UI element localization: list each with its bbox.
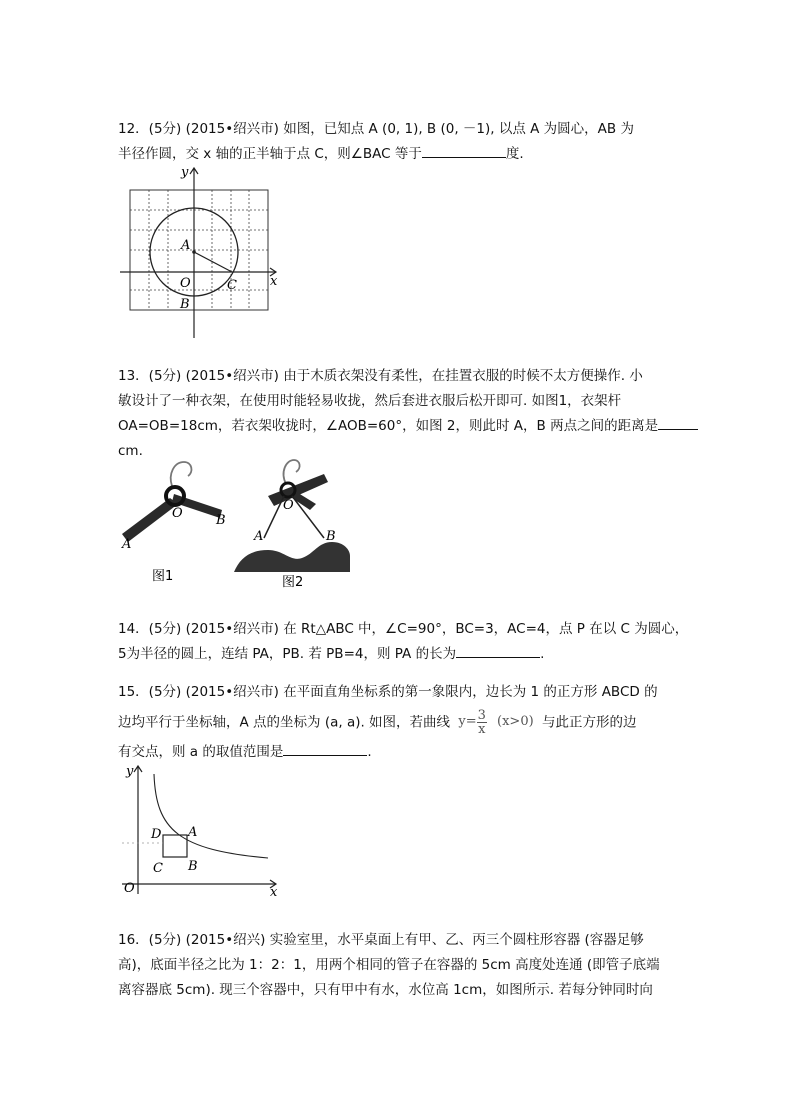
- q15-line-2: 边均平行于坐标轴，A 点的坐标为 (a, a). 如图，若曲线 y= $\frac{3}{x}$ (x>0) 与此正方形的边: [118, 705, 678, 740]
- question-13: [118, 364, 678, 464]
- q13-line-4: cm.: [118, 443, 143, 459]
- q15-label-y: y: [126, 764, 134, 779]
- q15-label-D: D: [151, 827, 162, 842]
- q13-line-3: OA=OB=18cm，若衣架收拢时，∠AOB=60°，如图 2，则此时 A，B 两点之间的距离是: [118, 414, 678, 439]
- q12-label-A: A: [181, 238, 191, 253]
- q13-fig1-caption: 图1: [152, 569, 174, 584]
- q15-line-3: 有交点，则 a 的取值范围是 .: [118, 740, 678, 765]
- q12-figure: [118, 162, 288, 340]
- hanger-hook-icon: [171, 462, 192, 486]
- q14-line-2: 5为半径的圆上，连结 PA，PB. 若 PB=4，则 PA 的长为 .: [118, 642, 678, 667]
- q15-figure: [118, 760, 286, 896]
- q13-fig1-label-B: B: [216, 513, 226, 528]
- q15-label-x: x: [270, 885, 278, 896]
- q13-fig1-label-A: A: [122, 537, 132, 552]
- q13-answer-blank: [658, 415, 698, 430]
- q13-figure-1: [118, 454, 238, 584]
- q13-fig2-label-B: B: [326, 529, 336, 544]
- q12-line-2: 半径作圆，交 x 轴的正半轴于点 C，则∠BAC 等于 度.: [118, 142, 678, 167]
- q16-line-2: 高)，底面半径之比为 1：2：1，用两个相同的管子在容器的 5cm 高度处连通 (即管子底端: [118, 957, 660, 973]
- question-12: [118, 117, 678, 167]
- q16-line-3: 离容器底 5cm). 现三个容器中，只有甲中有水，水位高 1cm，如图所示. 若每分钟同时向: [118, 982, 653, 998]
- q13-line-2: 敏设计了一种衣架，在使用时能轻易收拢，然后套进衣服后松开即可. 如图1，衣架杆: [118, 393, 622, 409]
- q12-label-O: O: [180, 276, 191, 291]
- q15-label-O: O: [124, 881, 135, 896]
- q14-line-1: 14．(5分) (2015•绍兴市) 在 Rt△ABC 中，∠C=90°，BC=3，AC=4，点 P 在以 C 为圆心，: [118, 621, 689, 637]
- q12-label-y: y: [181, 165, 189, 180]
- q15-line-1: 15．(5分) (2015•绍兴市) 在平面直角坐标系的第一象限内，边长为 1 的正方形 ABCD 的: [118, 684, 658, 700]
- q15-label-A: A: [188, 825, 198, 840]
- q12-label-C: C: [227, 278, 237, 293]
- question-16: [118, 928, 678, 1003]
- q15-label-C: C: [153, 861, 163, 876]
- hanger-hook-icon: [284, 460, 300, 484]
- q16-line-1: 16．(5分) (2015•绍兴) 实验室里，水平桌面上有甲、乙、丙三个圆柱形容器 (容器足够: [118, 932, 644, 948]
- q15-answer-blank: [283, 741, 367, 756]
- q12-label-B: B: [180, 297, 190, 312]
- q12-label-x: x: [270, 274, 278, 289]
- q13-fig2-label-A: A: [254, 529, 264, 544]
- question-15: [118, 680, 678, 765]
- q12-line-1: 12．(5分) (2015•绍兴市) 如图，已知点 A (0, 1), B (0, －1), 以点 A 为圆心，AB 为: [118, 121, 634, 137]
- q15-formula: y= $\frac{3}{x}$ (x>0): [458, 707, 534, 737]
- q14-answer-blank: [456, 643, 540, 658]
- q12-answer-blank: [422, 143, 506, 158]
- q15-label-B: B: [188, 859, 198, 874]
- question-14: [118, 617, 689, 667]
- q13-fig2-label-O: O: [283, 498, 294, 513]
- q13-line-1: 13．(5分) (2015•绍兴市) 由于木质衣架没有柔性，在挂置衣服的时候不太方便操作. 小: [118, 368, 643, 384]
- q13-fig2-caption: 图2: [282, 575, 304, 590]
- q13-figure-2: [228, 454, 358, 590]
- q13-fig1-label-O: O: [172, 506, 183, 521]
